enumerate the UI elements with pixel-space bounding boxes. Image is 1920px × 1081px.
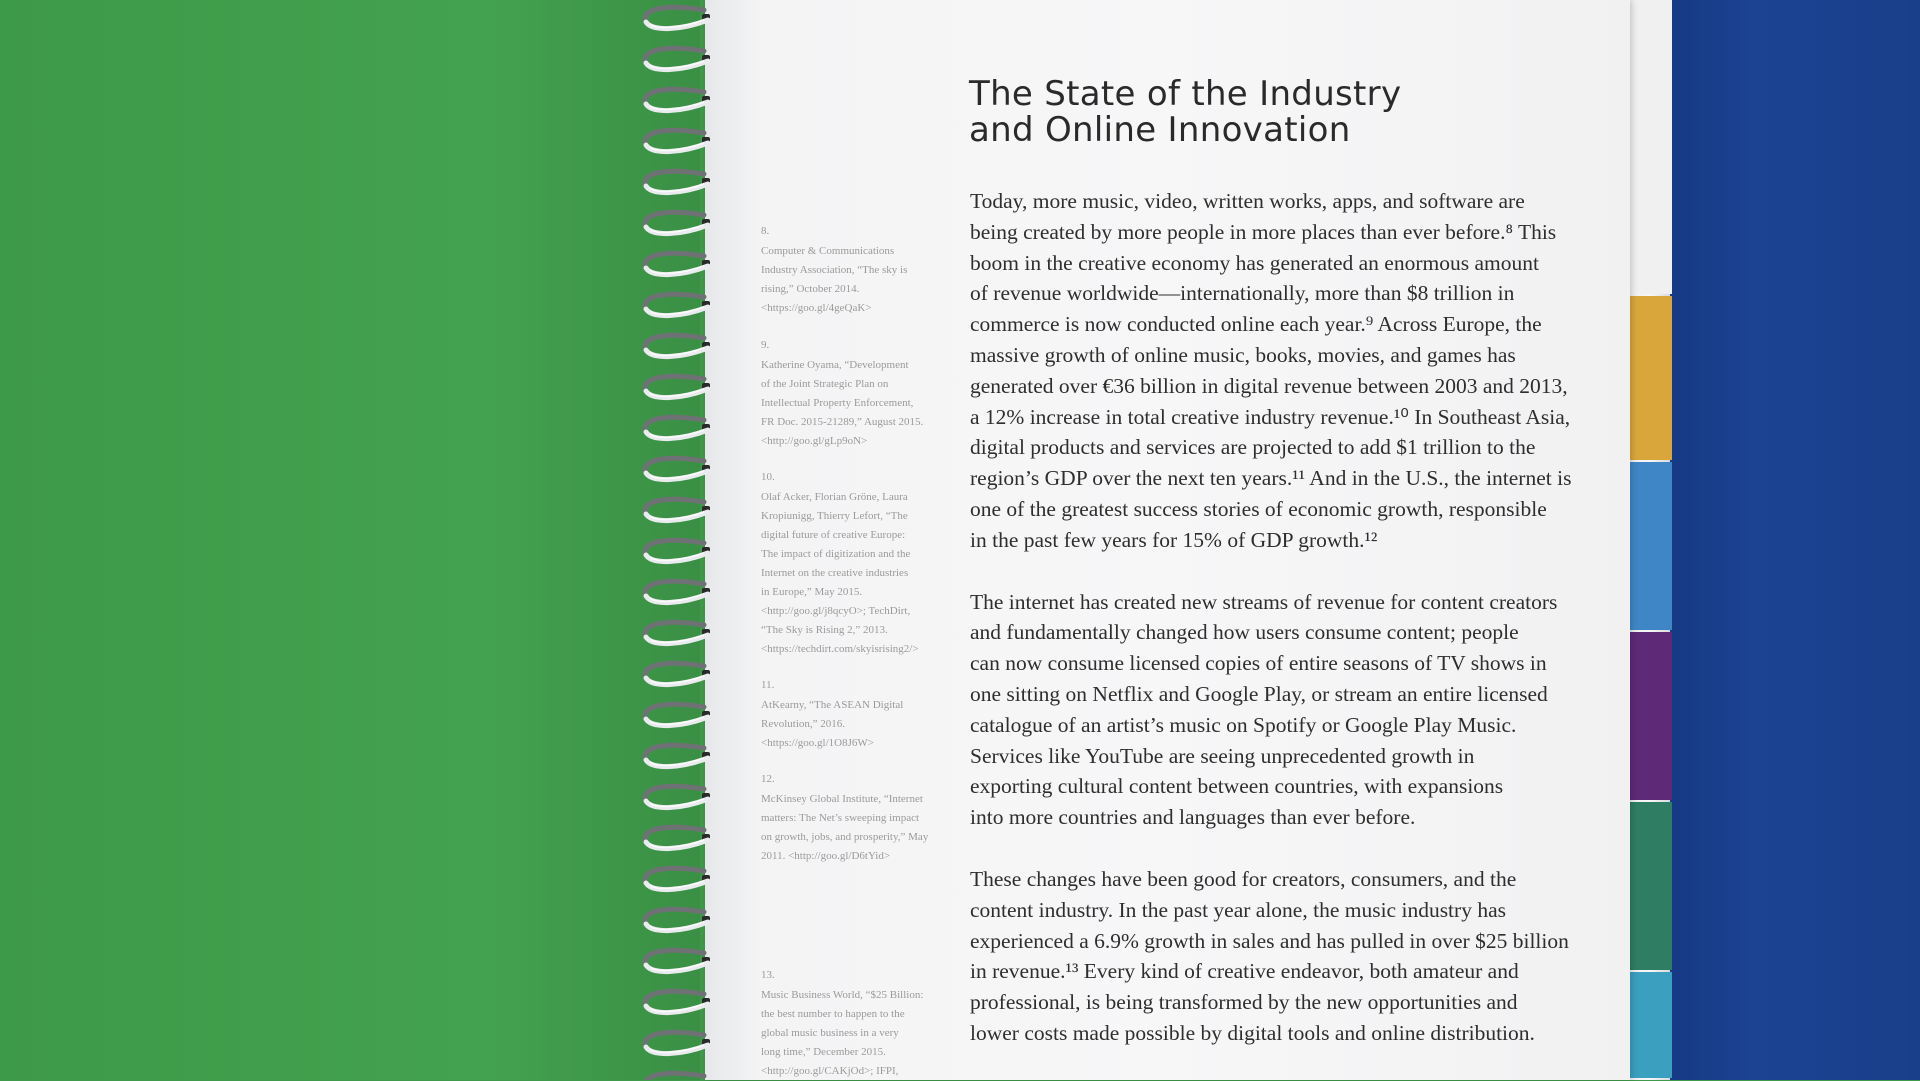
- spiral-coil: [645, 704, 710, 725]
- article-body: [970, 186, 1590, 1080]
- footnote-line: digital future of creative Europe:: [761, 529, 906, 541]
- spiral-coil: [645, 1032, 710, 1053]
- footnote-line: in Europe,” May 2015.: [761, 586, 863, 598]
- footnote-number: 9.: [761, 339, 770, 351]
- spiral-coil: [645, 540, 710, 561]
- spiral-coil: [645, 7, 710, 28]
- footnote-line: on growth, jobs, and prosperity,” May: [761, 831, 929, 843]
- spiral-coil: [645, 499, 710, 520]
- text-line: can now consume licensed copies of entire seasons of TV shows in: [970, 651, 1547, 676]
- spiral-coil: [645, 89, 710, 110]
- text-line: of revenue worldwide—internationally, more than $8 trillion in: [970, 281, 1515, 306]
- footnote-line: rising,” October 2014.: [761, 283, 860, 295]
- text-line: in revenue.¹³ Every kind of creative endeavor, both amateur and: [970, 959, 1519, 984]
- footnote-number: 12.: [761, 773, 775, 785]
- text-line: one of the greatest success stories of economic growth, responsible: [970, 496, 1547, 521]
- spiral-coil: [645, 909, 710, 930]
- spiral-binding: [638, 0, 718, 1080]
- footnote-line: The impact of digitization and the: [761, 548, 911, 560]
- text-line: Services like YouTube are seeing unprecedented growth in: [970, 743, 1475, 768]
- footnote-line: <http://goo.gl/CAKjOd>; IFPI,: [761, 1065, 899, 1077]
- spiral-coil: [645, 827, 710, 848]
- text-line: and fundamentally changed how users consume content; people: [970, 620, 1519, 645]
- text-line: region’s GDP over the next ten years.¹¹ And in the U.S., the internet is: [970, 466, 1572, 491]
- footnote-line: McKinsey Global Institute, “Internet: [761, 793, 923, 805]
- text-line: These changes have been good for creators, consumers, and the: [970, 866, 1517, 891]
- footnote-line: 2011. <http://goo.gl/D6tYid>: [761, 850, 891, 862]
- text-line: boom in the creative economy has generated an enormous amount: [970, 250, 1539, 275]
- footnote-line: Music Business World, “$25 Billion:: [761, 989, 924, 1001]
- footnote-line: <https://goo.gl/4geQaK>: [761, 302, 872, 314]
- footnote-line: AtKearny, “The ASEAN Digital: [761, 699, 904, 711]
- blue-surface: [1640, 0, 1920, 1080]
- text-line: one sitting on Netflix and Google Play, or stream an entire licensed: [970, 681, 1548, 706]
- footnote-line: <https://goo.gl/1O8J6W>: [761, 737, 874, 749]
- spiral-coil: [645, 950, 710, 971]
- footnote-line: <http://goo.gl/gLp9oN>: [761, 435, 868, 447]
- footnote: [761, 676, 961, 753]
- divider-tab: [1628, 972, 1672, 1078]
- footnote-line: Intellectual Property Enforcement,: [761, 397, 914, 409]
- footnote-line: Revolution,” 2016.: [761, 718, 846, 730]
- footnote-line: <http://goo.gl/j8qcyO>; TechDirt,: [761, 605, 911, 617]
- footnote-line: FR Doc. 2015-21289,” August 2015.: [761, 416, 924, 428]
- text-line: content industry. In the past year alone, the music industry has: [970, 897, 1506, 922]
- divider-tab: [1628, 632, 1672, 800]
- spiral-coil: [645, 581, 710, 602]
- footnote-line: Internet on the creative industries: [761, 567, 909, 579]
- spiral-coil: [645, 376, 710, 397]
- footnote-line: matters: The Net’s sweeping impact: [761, 812, 920, 824]
- text-line: experienced a 6.9% growth in sales and has pulled in over $25 billion: [970, 928, 1569, 953]
- spiral-coil: [645, 417, 710, 438]
- spiral-coil: [645, 335, 710, 356]
- text-line: being created by more people in more places than ever before.⁸ This: [970, 219, 1557, 244]
- footnote-line: “The Sky is Rising 2,” 2013.: [761, 624, 888, 636]
- text-line: into more countries and languages than ever before.: [970, 805, 1416, 830]
- text-line: generated over €36 billion in digital revenue between 2003 and 2013,: [970, 373, 1568, 398]
- title-line: and Online Innovation: [969, 110, 1351, 150]
- text-line: massive growth of online music, books, movies, and games has: [970, 342, 1516, 367]
- footnote-number: 13.: [761, 969, 775, 981]
- footnote: [761, 770, 961, 866]
- footnote: [761, 468, 961, 659]
- paragraph: [970, 864, 1590, 1049]
- footnote-line: Industry Association, “The sky is: [761, 264, 908, 276]
- footnote-line: <https://techdirt.com/skyisrising2/>: [761, 643, 919, 655]
- footnote-number: 10.: [761, 471, 775, 483]
- spiral-coil: [645, 663, 710, 684]
- footnote-line: Kropiunigg, Thierry Lefort, “The: [761, 510, 908, 522]
- spiral-coil: [645, 253, 710, 274]
- spiral-coil: [645, 458, 710, 479]
- text-line: a 12% increase in total creative industry revenue.¹⁰ In Southeast Asia,: [970, 404, 1571, 429]
- text-line: exporting cultural content between countries, with expansions: [970, 774, 1504, 799]
- text-line: catalogue of an artist’s music on Spotify or Google Play Music.: [970, 712, 1517, 737]
- footnote-line: Katherine Oyama, “Development: [761, 359, 909, 371]
- divider-tab: [1628, 802, 1672, 970]
- footnote-line: long time,” December 2015.: [761, 1046, 886, 1058]
- page-title: [969, 76, 1529, 148]
- footnote-line: of the Joint Strategic Plan on: [761, 378, 889, 390]
- spiral-coil: [645, 294, 710, 315]
- spiral-coil: [645, 171, 710, 192]
- text-line: lower costs made possible by digital tools and online distribution.: [970, 1020, 1535, 1045]
- title-line: The State of the Industry: [969, 74, 1402, 114]
- paragraph: [970, 186, 1590, 556]
- text-line: professional, is being transformed by the new opportunities and: [970, 990, 1518, 1015]
- spiral-coil: [645, 622, 710, 643]
- spiral-coil: [645, 48, 710, 69]
- spiral-coil: [645, 786, 710, 807]
- text-line: commerce is now conducted online each year.⁹ Across Europe, the: [970, 312, 1542, 337]
- text-line: in the past few years for 15% of GDP growth.¹²: [970, 527, 1378, 552]
- divider-tab: [1628, 0, 1672, 294]
- footnote: [761, 966, 961, 1081]
- footnote-number: 8.: [761, 225, 770, 237]
- green-surface: [0, 0, 700, 1080]
- text-line: The internet has created new streams of revenue for content creators: [970, 589, 1558, 614]
- spiral-coil: [645, 1073, 710, 1080]
- footnote-number: 11.: [761, 679, 775, 691]
- footnote-line: global music business in a very: [761, 1027, 899, 1039]
- spiral-coil: [645, 130, 710, 151]
- divider-tab: [1628, 296, 1672, 460]
- text-line: Today, more music, video, written works, apps, and software are: [970, 189, 1525, 213]
- footnote: [761, 222, 961, 318]
- text-line: digital products and services are projected to add $1 trillion to the: [970, 435, 1536, 460]
- footnote-line: Computer & Communications: [761, 245, 895, 257]
- spiral-coil: [645, 991, 710, 1012]
- spiral-coil: [645, 868, 710, 889]
- spiral-coil: [645, 212, 710, 233]
- footnote-line: the best number to happen to the: [761, 1008, 905, 1020]
- footnote-line: Olaf Acker, Florian Gröne, Laura: [761, 491, 908, 503]
- divider-tab: [1628, 462, 1672, 630]
- footnote: [761, 336, 961, 451]
- paragraph: [970, 587, 1590, 833]
- spiral-coil: [645, 745, 710, 766]
